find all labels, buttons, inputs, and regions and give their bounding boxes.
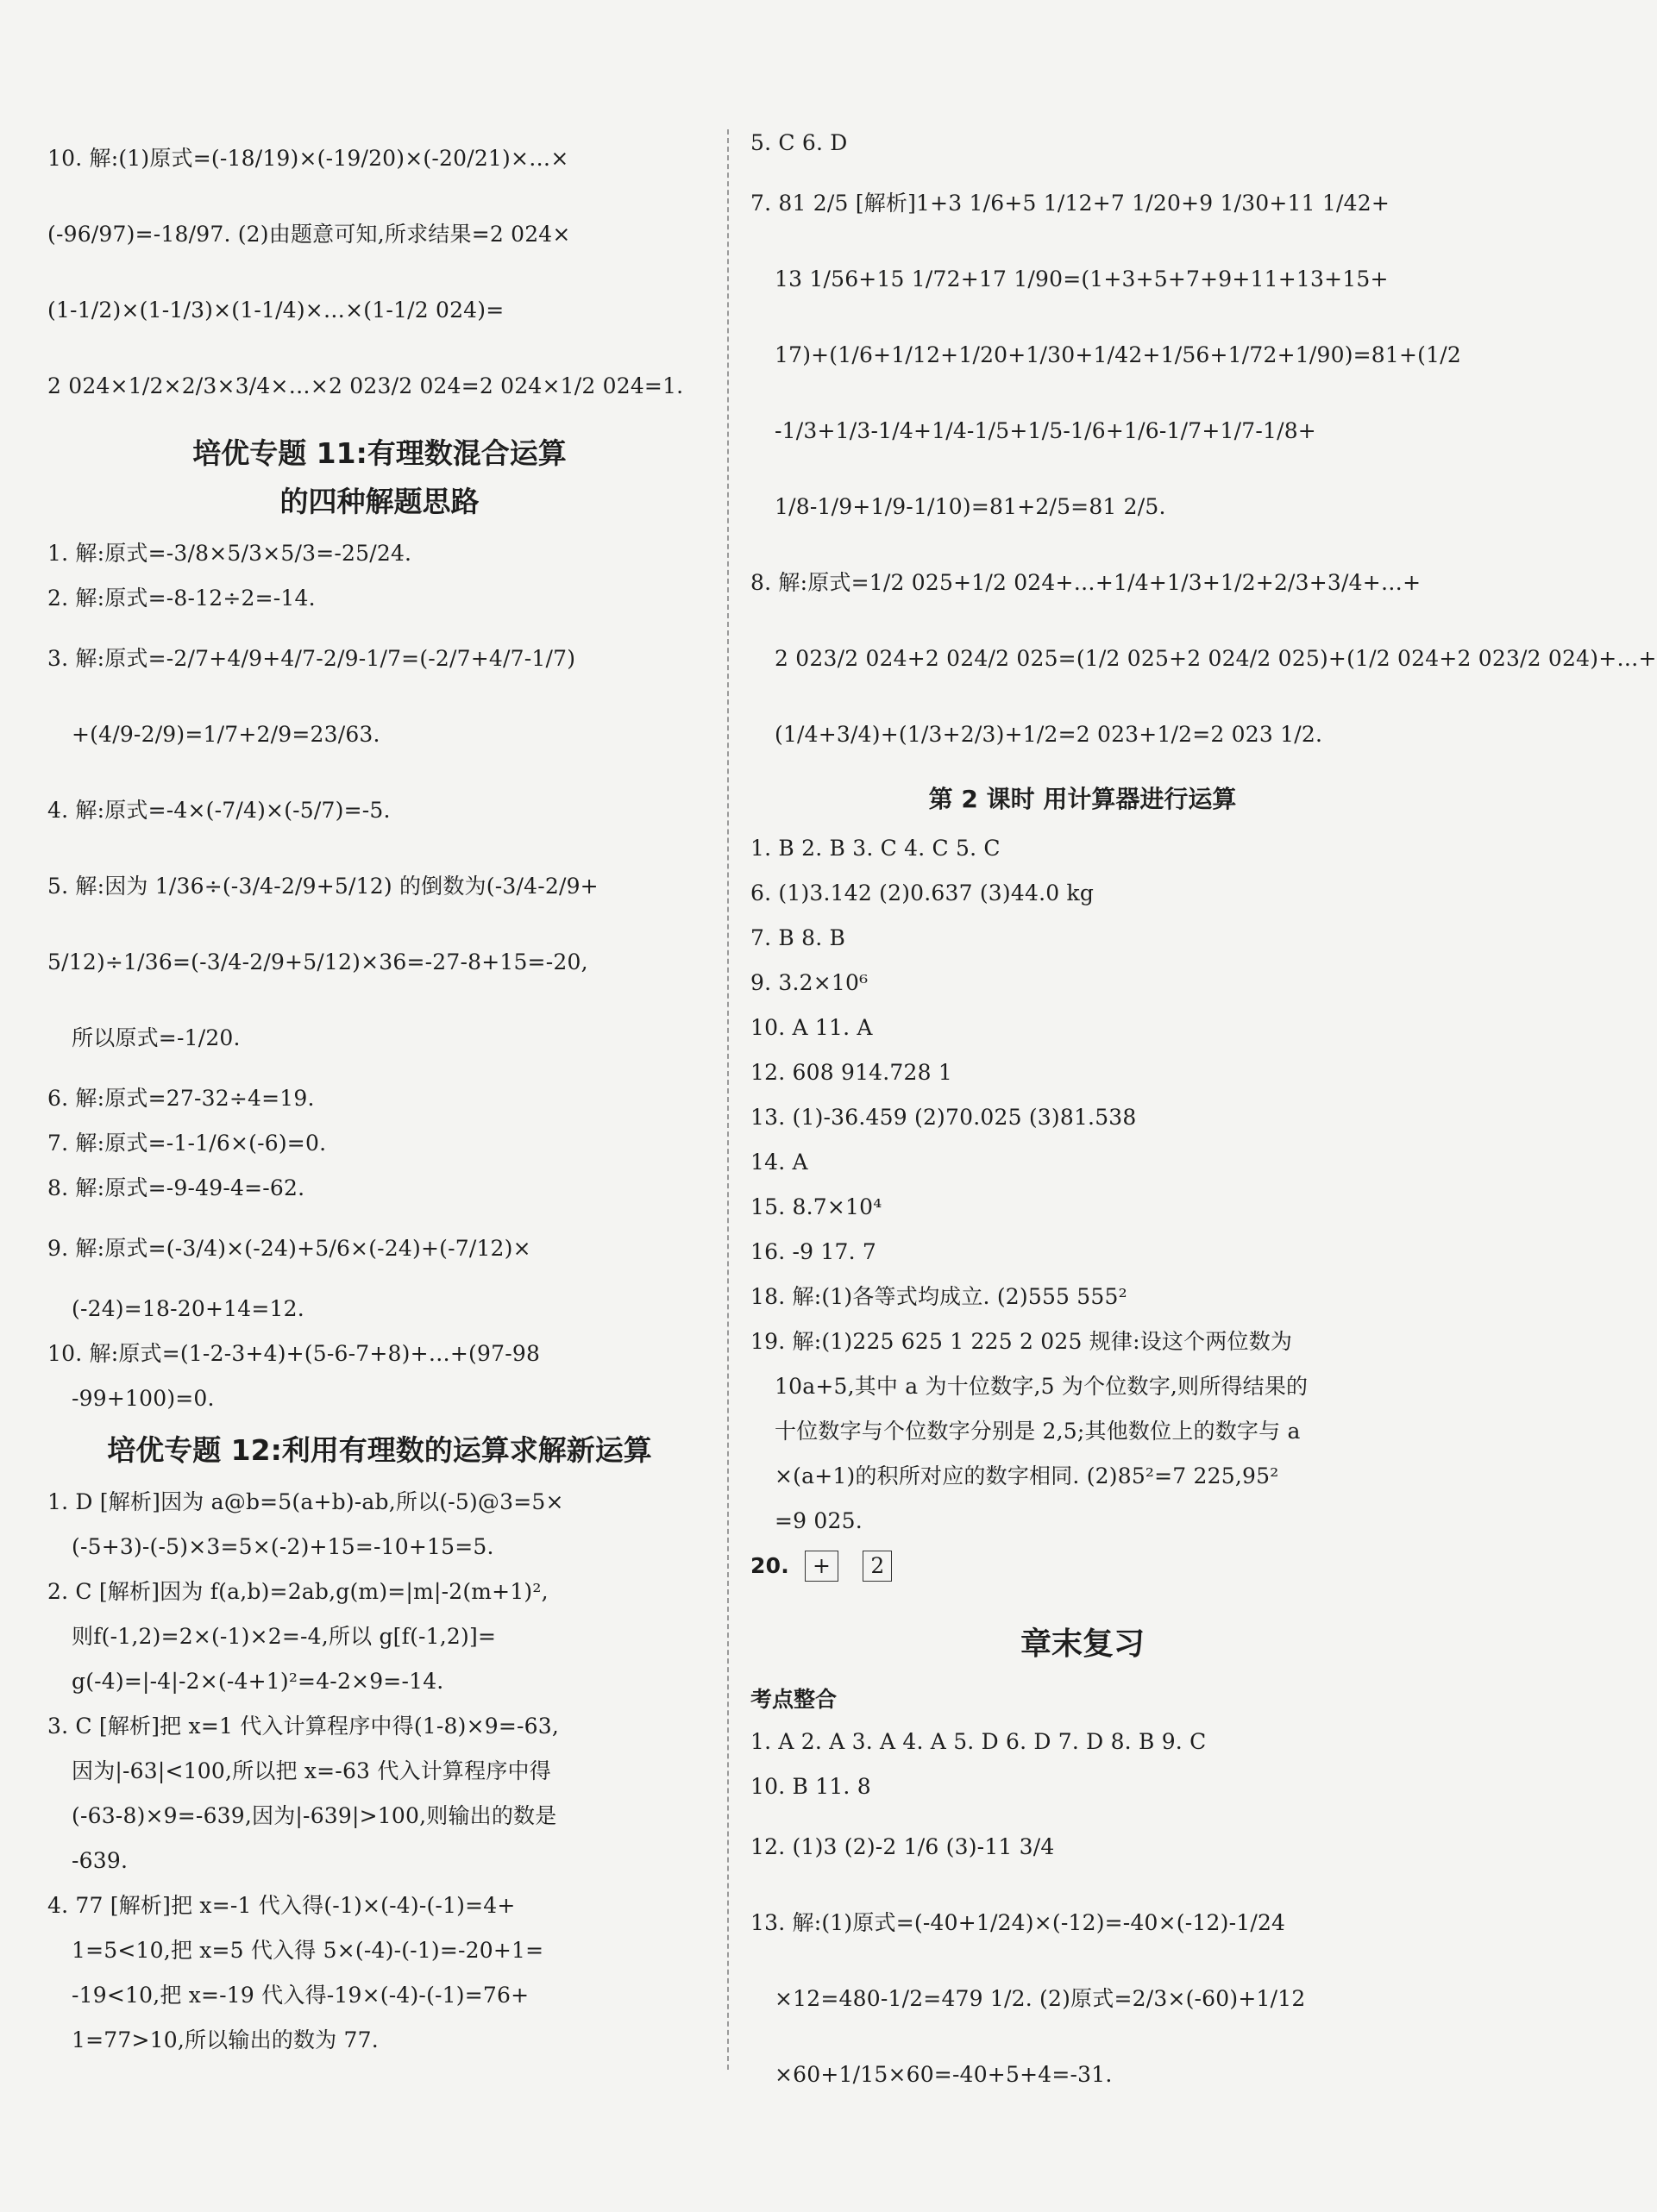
answer-line: 2. 解:原式=-8-12÷2=-14. <box>47 586 316 611</box>
answer-line: 2 023/2 024+2 024/2 025=(1/2 025+2 024/2 025)+(1/2 024+2 023/2 024)+…+ <box>775 646 1657 671</box>
answer-line: 7. B 8. B <box>750 925 846 950</box>
answer-line: 6. (1)3.142 (2)0.637 (3)44.0 kg <box>750 880 1095 905</box>
answer-line: 12. 608 914.728 1 <box>750 1060 953 1085</box>
right-column <box>750 121 1657 2113</box>
answer-line: (-63-8)×9=-639,因为|-639|>100,则输出的数是 <box>72 1803 557 1828</box>
answer-line: (-5+3)-(-5)×3=5×(-2)+15=-10+15=5. <box>72 1534 494 1559</box>
answer-line: 5. C 6. D <box>750 130 848 155</box>
answer-line: (1-1/2)×(1-1/3)×(1-1/4)×…×(1-1/2 024)= <box>47 298 505 323</box>
answer-line: 1. A 2. A 3. A 4. A 5. D 6. D 7. D 8. B 9. C <box>750 1729 1207 1754</box>
answer-line: 17)+(1/6+1/12+1/20+1/30+1/42+1/56+1/72+1/90)=81+(1/2 <box>775 342 1461 367</box>
answer-line: 9. 解:原式=(-3/4)×(-24)+5/6×(-24)+(-7/12)× <box>47 1236 531 1261</box>
left-column <box>47 121 712 2063</box>
answer-line: 则f(-1,2)=2×(-1)×2=-4,所以 g[f(-1,2)]= <box>72 1624 497 1649</box>
answer-line: (-24)=18-20+14=12. <box>72 1296 304 1321</box>
answer-line: 3. C [解析]把 x=1 代入计算程序中得(1-8)×9=-63, <box>47 1714 559 1739</box>
answer-line: 7. 81 2/5 [解析]1+3 1/6+5 1/12+7 1/20+9 1/30+11 1/42+ <box>750 191 1390 216</box>
answer-line: 1. D [解析]因为 a@b=5(a+b)-ab,所以(-5)@3=5× <box>47 1489 564 1514</box>
right-solutions-top <box>750 121 1657 773</box>
answer-line: 1=5<10,把 x=5 代入得 5×(-4)-(-1)=-20+1= <box>72 1938 544 1963</box>
topic-11-title-line1: 培优专题 11:有理数混合运算 <box>192 436 567 470</box>
topic-11-solutions <box>47 531 712 1421</box>
answer-line: 8. 解:原式=1/2 025+1/2 024+…+1/4+1/3+1/2+2/3+3/4+…+ <box>750 570 1422 595</box>
answer-line: 6. 解:原式=27-32÷4=19. <box>47 1086 315 1111</box>
answer-line: 9. 3.2×10⁶ <box>750 970 869 995</box>
answer-line: 13. (1)-36.459 (2)70.025 (3)81.538 <box>750 1105 1137 1130</box>
answer-line: 1. 解:原式=-3/8×5/3×5/3=-25/24. <box>47 541 412 566</box>
answer-line: 5/12)÷1/36=(-3/4-2/9+5/12)×36=-27-8+15=-20, <box>47 949 588 974</box>
answer-line: 12. (1)3 (2)-2 1/6 (3)-11 3/4 <box>750 1834 1055 1859</box>
answer-line: 10. 解:(1)原式=(-18/19)×(-19/20)×(-20/21)×…× <box>47 146 569 171</box>
answer-line: 10. B 11. 8 <box>750 1774 871 1799</box>
topic-11-title-line2: 的四种解题思路 <box>279 485 480 518</box>
answer-line: 8. 解:原式=-9-49-4=-62. <box>47 1175 305 1200</box>
answer-line: ×60+1/15×60=-40+5+4=-31. <box>775 2062 1113 2087</box>
answer-line: -1/3+1/3-1/4+1/4-1/5+1/5-1/6+1/6-1/7+1/7-1/8+ <box>775 418 1316 443</box>
q20-box-number: 2 <box>863 1551 892 1582</box>
answer-line: 15. 8.7×10⁴ <box>750 1194 882 1219</box>
answer-line: -19<10,把 x=-19 代入得-19×(-4)-(-1)=76+ <box>72 1983 530 2008</box>
answer-line: g(-4)=|-4|-2×(-4+1)²=4-2×9=-14. <box>72 1669 444 1694</box>
answer-line: 所以原式=-1/20. <box>72 1025 241 1050</box>
lesson-2-heading: 第 2 课时 用计算器进行运算 <box>928 785 1237 813</box>
column-divider <box>727 129 729 2070</box>
answer-line: 18. 解:(1)各等式均成立. (2)555 555² <box>750 1284 1127 1309</box>
answer-line: ×(a+1)的积所对应的数字相同. (2)85²=7 225,95² <box>775 1463 1279 1488</box>
answer-line: =9 025. <box>775 1508 863 1533</box>
answer-line: 10a+5,其中 a 为十位数字,5 为个位数字,则所得结果的 <box>775 1374 1309 1399</box>
topic-12-solutions <box>47 1480 712 2063</box>
answer-line: 1. B 2. B 3. C 4. C 5. C <box>750 836 1001 861</box>
answer-line: 13 1/56+15 1/72+17 1/90=(1+3+5+7+9+11+13+15+ <box>775 266 1389 291</box>
answer-line: 2 024×1/2×2/3×3/4×…×2 023/2 024=2 024×1/2 024=1. <box>47 373 684 398</box>
answer-line: (-96/97)=-18/97. (2)由题意可知,所求结果=2 024× <box>47 222 571 247</box>
answer-line: 因为|-63|<100,所以把 x=-63 代入计算程序中得 <box>72 1758 551 1783</box>
answer-line: 4. 解:原式=-4×(-7/4)×(-5/7)=-5. <box>47 798 391 823</box>
answer-line: 19. 解:(1)225 625 1 225 2 025 规律:设这个两位数为 <box>750 1329 1293 1354</box>
answer-line: ×12=480-1/2=479 1/2. (2)原式=2/3×(-60)+1/12 <box>775 1986 1306 2011</box>
topic-11-heading <box>47 429 712 526</box>
q20-box-operator: + <box>805 1551 838 1582</box>
lesson-2-answers <box>750 826 1415 1544</box>
answer-line: (1/4+3/4)+(1/3+2/3)+1/2=2 023+1/2=2 023 1/2. <box>775 722 1323 747</box>
answer-line: 3. 解:原式=-2/7+4/9+4/7-2/9-1/7=(-2/7+4/7-1/7) <box>47 646 576 671</box>
answer-line: 16. -9 17. 7 <box>750 1239 877 1264</box>
answer-line: 5. 解:因为 1/36÷(-3/4-2/9+5/12) 的倒数为(-3/4-2/9+ <box>47 874 599 899</box>
kaodian-subheading: 考点整合 <box>750 1687 838 1712</box>
q20-label: 20. <box>750 1553 789 1578</box>
topic-12-heading: 培优专题 12:利用有理数的运算求解新运算 <box>107 1433 652 1467</box>
answer-line: -639. <box>72 1848 129 1873</box>
answer-line: 十位数字与个位数字分别是 2,5;其他数位上的数字与 a <box>775 1419 1301 1444</box>
q20-answer <box>750 1544 1415 1589</box>
answer-line: 14. A <box>750 1150 808 1175</box>
answer-line: 7. 解:原式=-1-1/6×(-6)=0. <box>47 1131 327 1156</box>
chapter-review-answers <box>750 1720 1415 2113</box>
q10-solution-block <box>47 121 712 424</box>
answer-line: 1=77>10,所以输出的数为 77. <box>72 2027 379 2052</box>
answer-line: +(4/9-2/9)=1/7+2/9=23/63. <box>72 722 380 747</box>
answer-line: 13. 解:(1)原式=(-40+1/24)×(-12)=-40×(-12)-1/24 <box>750 1910 1286 1935</box>
answer-line: 4. 77 [解析]把 x=-1 代入得(-1)×(-4)-(-1)=4+ <box>47 1893 516 1918</box>
chapter-review-heading: 章末复习 <box>1020 1626 1145 1662</box>
answer-line: 10. A 11. A <box>750 1015 873 1040</box>
answer-line: -99+100)=0. <box>72 1386 215 1411</box>
answer-line: 10. 解:原式=(1-2-3+4)+(5-6-7+8)+…+(97-98 <box>47 1341 541 1366</box>
answer-line: 1/8-1/9+1/9-1/10)=81+2/5=81 2/5. <box>775 494 1166 519</box>
answer-line: 2. C [解析]因为 f(a,b)=2ab,g(m)=|m|-2(m+1)², <box>47 1579 549 1604</box>
